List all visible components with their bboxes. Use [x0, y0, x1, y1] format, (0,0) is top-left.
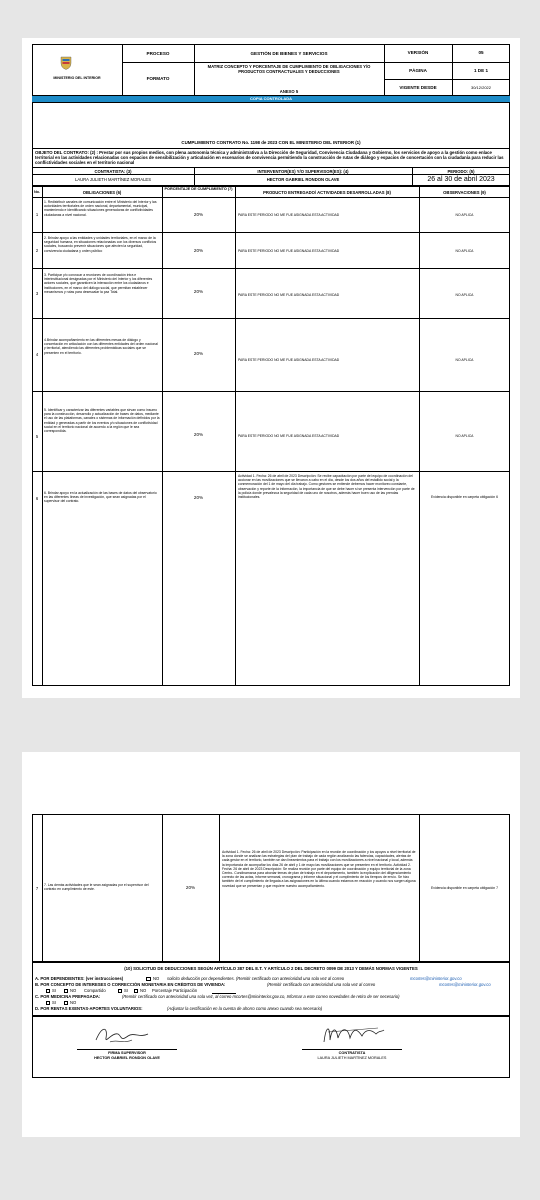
row-7-obligacion: 7. Las demás actividades que le sean asignadas por el supervisor del contrato en cumplimiento de este.: [44, 883, 149, 892]
contratista-name: LAURA JULIETH MARTÍNEZ MORALES: [74, 177, 151, 182]
row-3-obs: NO APLICA: [455, 293, 474, 297]
deduccion-b-porcentaje-label: Porcentaje Participación: [152, 988, 198, 993]
col-no: No.: [33, 189, 41, 194]
deduccion-c-label: C. POR MEDICINA PREPAGADA:: [35, 994, 101, 999]
copia-controlada-banner: COPIA CONTROLADA: [32, 96, 510, 102]
interventor-name: HECTOR GABRIEL RONDON OLAVE: [266, 177, 340, 182]
row-4-producto: PARA ESTE PERIODO NO ME FUE ASIGNADA ESTA ACTIVIDAD: [238, 358, 340, 362]
formato-label: FORMATO: [146, 76, 170, 81]
row-7-pct: 20%: [185, 885, 196, 890]
row-4-no: 4: [35, 352, 39, 357]
deduccion-a-checkbox[interactable]: [146, 977, 151, 981]
deducciones-title: (10) SOLICITUD DE DEDUCCIONES SEGÚN ARTÍCULO 387 DEL E.T. Y ARTÍCULO 2 DEL DECRETO 0099 DE 2013 Y DEMÁS NORMAS VIGENTES: [124, 966, 418, 971]
coat-of-arms-icon: [60, 56, 72, 70]
deduccion-b-no-label: NO: [70, 988, 77, 993]
objeto-contrato: OBJETO DEL CONTRATO: (2) : Prestar por sus propios medios, con plena autonomía técnica y administrativa a la Dirección de Seguridad, Convivencia Ciudadana y Gobierno, los servicios de apoyo a la gestión como enlace territorial en las actividades relacionadas con espacios de sensibilización y articulación en escenarios de convivencia permitiendo la construcción de rutas de diálogo y espacios de concertación con la ciudadanía para reducir las conflictividades sociales en el territorio nacional: [35, 150, 504, 166]
row-5-pct: 20%: [193, 432, 204, 437]
row-1-no: 1: [35, 212, 39, 217]
periodo-value: 26 al 30 de abril 2023: [427, 176, 495, 183]
row-6-no: 6: [35, 496, 39, 501]
row-3-obligacion: 3. Participar y/o convocar a reuniones de coordinación intra e interinstitucional designadas por el Ministerio del Interior y los diferentes actores sociales, que garanticen la interacción entre los ciudadanos e instituciones, en el marco del diálogo social, que permitan establecer mecanismos y rutas para desescalar la paz Total.: [44, 273, 153, 294]
col-obligaciones: OBLIGACIONES (6): [82, 189, 122, 195]
deduccion-b-si2-checkbox[interactable]: [118, 989, 122, 993]
supervisor-sign-label: FIRMA SUPERVISOR: [108, 1051, 146, 1055]
deduccion-b-email-link[interactable]: mcortes@mininterior.gov.co: [439, 982, 491, 987]
proceso-value: GESTIÓN DE BIENES Y SERVICIOS: [250, 51, 328, 56]
deduccion-d-label: D. POR RENTAS EXENTAS-APORTES VOLUNTARIOS:: [35, 1006, 143, 1011]
deduccion-a-email-link[interactable]: mcortes@mininterior.gov.co: [410, 976, 462, 981]
proceso-label: PROCESO: [146, 51, 170, 56]
row-5-obs: NO APLICA: [455, 434, 474, 438]
row-1-obligacion: 1. Redistribuir canales de comunicación entre el Ministerio del Interior y las autoridades territoriales de orden nacional, departamental, municipal, manteniendo e identificando situaciones generadoras de conflictividades ciudadanas a nivel nacional.: [44, 200, 157, 217]
interventor-label: INTERVENTOR(ES) Y/O SUPERVISOR(ES): (4): [257, 168, 349, 174]
contratista-sign-name: LAURA JULIETH MARTÍNEZ MORALES: [317, 1056, 387, 1060]
anexo-label: ANEXO 5: [279, 89, 299, 94]
row-4-obs: NO APLICA: [455, 358, 474, 362]
deduccion-a-option: NO: [153, 976, 160, 981]
row-2-pct: 20%: [193, 248, 204, 253]
col-observaciones: OBSERVACIONES (9): [443, 189, 486, 195]
deduccion-b-si-label: SI: [52, 988, 56, 993]
deduccion-b-no-checkbox[interactable]: [64, 989, 68, 993]
deduccion-b-label: B. POR CONCEPTO DE INTERESES O CORRECCIÓN MONETARIA EN CRÉDITOS DE VIVIENDA:: [35, 982, 226, 987]
row-3-no: 3: [35, 291, 39, 296]
row-6-obligacion: 6. Brindar apoyo en la actualización de las bases de datos del observatorio en las diferentes líneas de investigación, que sean asignadas por el supervisor del contrato.: [44, 491, 157, 504]
col-producto: PRODUCTO ENTREGADO/ ACTIVIDADES DESARROLLADAS (8): [263, 189, 391, 195]
document-page-1: [22, 38, 520, 698]
document-page-2: [22, 752, 520, 1137]
supervisor-sign-name: HECTOR GABRIEL RONDON OLAVE: [94, 1056, 160, 1060]
version-value: 05: [478, 50, 484, 55]
row-1-obs: NO APLICA: [455, 213, 474, 217]
periodo-label: PERIODO: (5): [447, 168, 475, 174]
row-5-obligacion: 5. Identificar y caracterizar las diferentes variables que sirvan como insumo para la construcción, desarrollo y actualización de bases de datos, mediante el uso de las plataformas, canales o sistemas de información definidos por la entidad y generadas a partir de los eventos y/o situaciones de conflictividad social en el territorio nacional de acuerdo a la región que le sea correspondida.: [44, 408, 160, 434]
col-porcentaje: PORCENTAJE DE CUMPLIMIENTO (7): [164, 187, 233, 191]
row-7-producto: Actividad 1. Fecha: 26 de abril de 2023 Descripción: Participación en la reunión de coordinación y los apoyos a nivel territorial de la zona donde se analizan las estrategias del plan de trabajo de cada región analizando las falencias, capacidades, alertas de cada gestor en el territorio, también se dan lineamientos para el trabajo con los movilizaciones a nivel nacional y local, además la importancia de acompañar los días 26 de abril y 1 de mayo las movilizaciones que se presenten en el territorio. Actividad 2. Fecha: 26 de abril de 2023 Descripción: Se realiza reunión por parte del equipo de coordinación y equipo territorial de la zona Centro- Cundinamarca para abordar temas de plan de trabajo en el departamento, también la explicación del diligenciamiento correcto de las actas, informe semanal, cronograma y informe situacional y el cumplimiento de los tiempos de envío. Se hizo también del el cumplimiento de llegada a las asignaciones en la última cuando estamos en reacción y cuando nos surgen alguna novedad que se presentan y que requiere nuestro acompañamiento.: [222, 850, 416, 888]
contratista-label: CONTRATISTA: (3): [94, 168, 132, 174]
vigente-value: 30/12/2022: [470, 85, 492, 90]
deduccion-c-si-label: SI: [52, 1000, 56, 1005]
supervisor-signature: [92, 1022, 152, 1048]
row-2-no: 2: [35, 248, 39, 253]
ministry-name: MINISTERIO DEL INTERIOR: [53, 76, 101, 80]
deduccion-c-si-checkbox[interactable]: [46, 1001, 50, 1005]
deduccion-c-note: (Remitir certificado con anterioridad una sola vez, al correo mcortes@mininterior.gov.co, Informar a este correo novedades de retiro de ser necesario): [122, 994, 400, 999]
row-1-pct: 20%: [193, 212, 204, 217]
vigente-label: VIGENTE DESDE: [399, 85, 437, 90]
deduccion-b-note: (Remitir certificado con anterioridad una sola vez al correo: [267, 982, 376, 987]
row-7-obs: Evidencia disponible en carpeta obligación 7: [431, 886, 498, 890]
row-6-pct: 20%: [193, 495, 204, 500]
pagina-value: 1 DE 1: [473, 68, 489, 73]
deduccion-b-si2-label: SI: [124, 988, 128, 993]
row-7-no: 7: [35, 886, 39, 891]
row-6-producto: Actividad 1. Fecha: 26 de abril de 2023 Descripción: Se recibe capacitación por parte del equipo de coordinación del accionar en las movilizaciones que se llevaron a cabo en el día, desde los dos años del estallido social y la conmemoración del 1 de mayo del día trabajo. Como gestores se entiende debemos hacer monitoreo constante, observación y reporte de la información, la importancia de que se debe hacer si se presenta intervención por parte de la policía donde prevalezca la seguridad de cada uno de nosotros, además hacer buen uso de las prendas institucionales.: [238, 474, 415, 500]
contratista-signature: [318, 1020, 388, 1048]
pagina-label: PÁGINA: [409, 68, 427, 73]
version-label: VERSIÓN: [407, 50, 429, 55]
row-4-pct: 20%: [193, 351, 204, 356]
deduccion-d-note: (Adjuntar la certificación en la cuenta de ahorro como anexo cuando sea necesario): [167, 1006, 323, 1011]
row-6-obs: Evidencia disponible en carpeta obligación 6: [431, 495, 498, 499]
row-5-producto: PARA ESTE PERIODO NO ME FUE ASIGNADA ESTA ACTIVIDAD: [238, 434, 340, 438]
row-4-obligacion: 4.Brindar acompañamiento en las diferentes mesas de diálogo y concertación en articulación con las diferentes entidades del orden nacional y territorial, atendiendo las diferentes problemáticas sociales que se presenten en el territorio.: [44, 338, 158, 355]
deduccion-b-si-checkbox[interactable]: [46, 989, 50, 993]
formato-value: MATRIZ CONCEPTO Y PORCENTAJE DE CUMPLIMIENTO DE OBLIGACIONES Y/O PRODUCTOS CONTRACTUALES Y DEDUCCIONES: [207, 64, 371, 74]
deduccion-b-compartido-label: Compartido: [84, 988, 106, 993]
row-3-producto: PARA ESTE PERIODO NO ME FUE ASIGNADA ESTA ACTIVIDAD: [238, 293, 340, 297]
deduccion-b-no2-label: NO: [140, 988, 147, 993]
contratista-sign-label: CONTRATISTA: [338, 1051, 366, 1055]
row-1-producto: PARA ESTE PERIODO NO ME FUE ASIGNADA ESTA ACTIVIDAD: [238, 213, 340, 217]
row-3-pct: 20%: [193, 289, 204, 294]
row-2-obligacion: 2. Brindar apoyo a las entidades y unidades territoriales, en el marco de la seguridad humana, en situaciones relacionadas con los diversos conflictos sociales, buscando prevenir situaciones que afecten la seguridad, convivencia ciudadana y orden público: [44, 236, 157, 253]
deduccion-c-no-label: NO: [70, 1000, 77, 1005]
deduccion-b-no2-checkbox[interactable]: [134, 989, 138, 993]
row-5-no: 5: [35, 434, 39, 439]
deduccion-a-note: solicito deducción por dependientes. (Remitir certificado con anterioridad una sola vez al correo: [167, 976, 345, 981]
row-2-producto: PARA ESTE PERIODO NO ME FUE ASIGNADA ESTA ACTIVIDAD: [238, 249, 340, 253]
deduccion-c-no-checkbox[interactable]: [64, 1001, 68, 1005]
deduccion-a-label: A. POR DEPENDIENTES: (ver instrucciones): [35, 976, 124, 981]
row-2-obs: NO APLICA: [455, 249, 474, 253]
cumplimiento-title: CUMPLIMIENTO CONTRATO No. 1198 de 2023 CON EL MINISTERIO DEL INTERIOR (1): [181, 140, 361, 145]
